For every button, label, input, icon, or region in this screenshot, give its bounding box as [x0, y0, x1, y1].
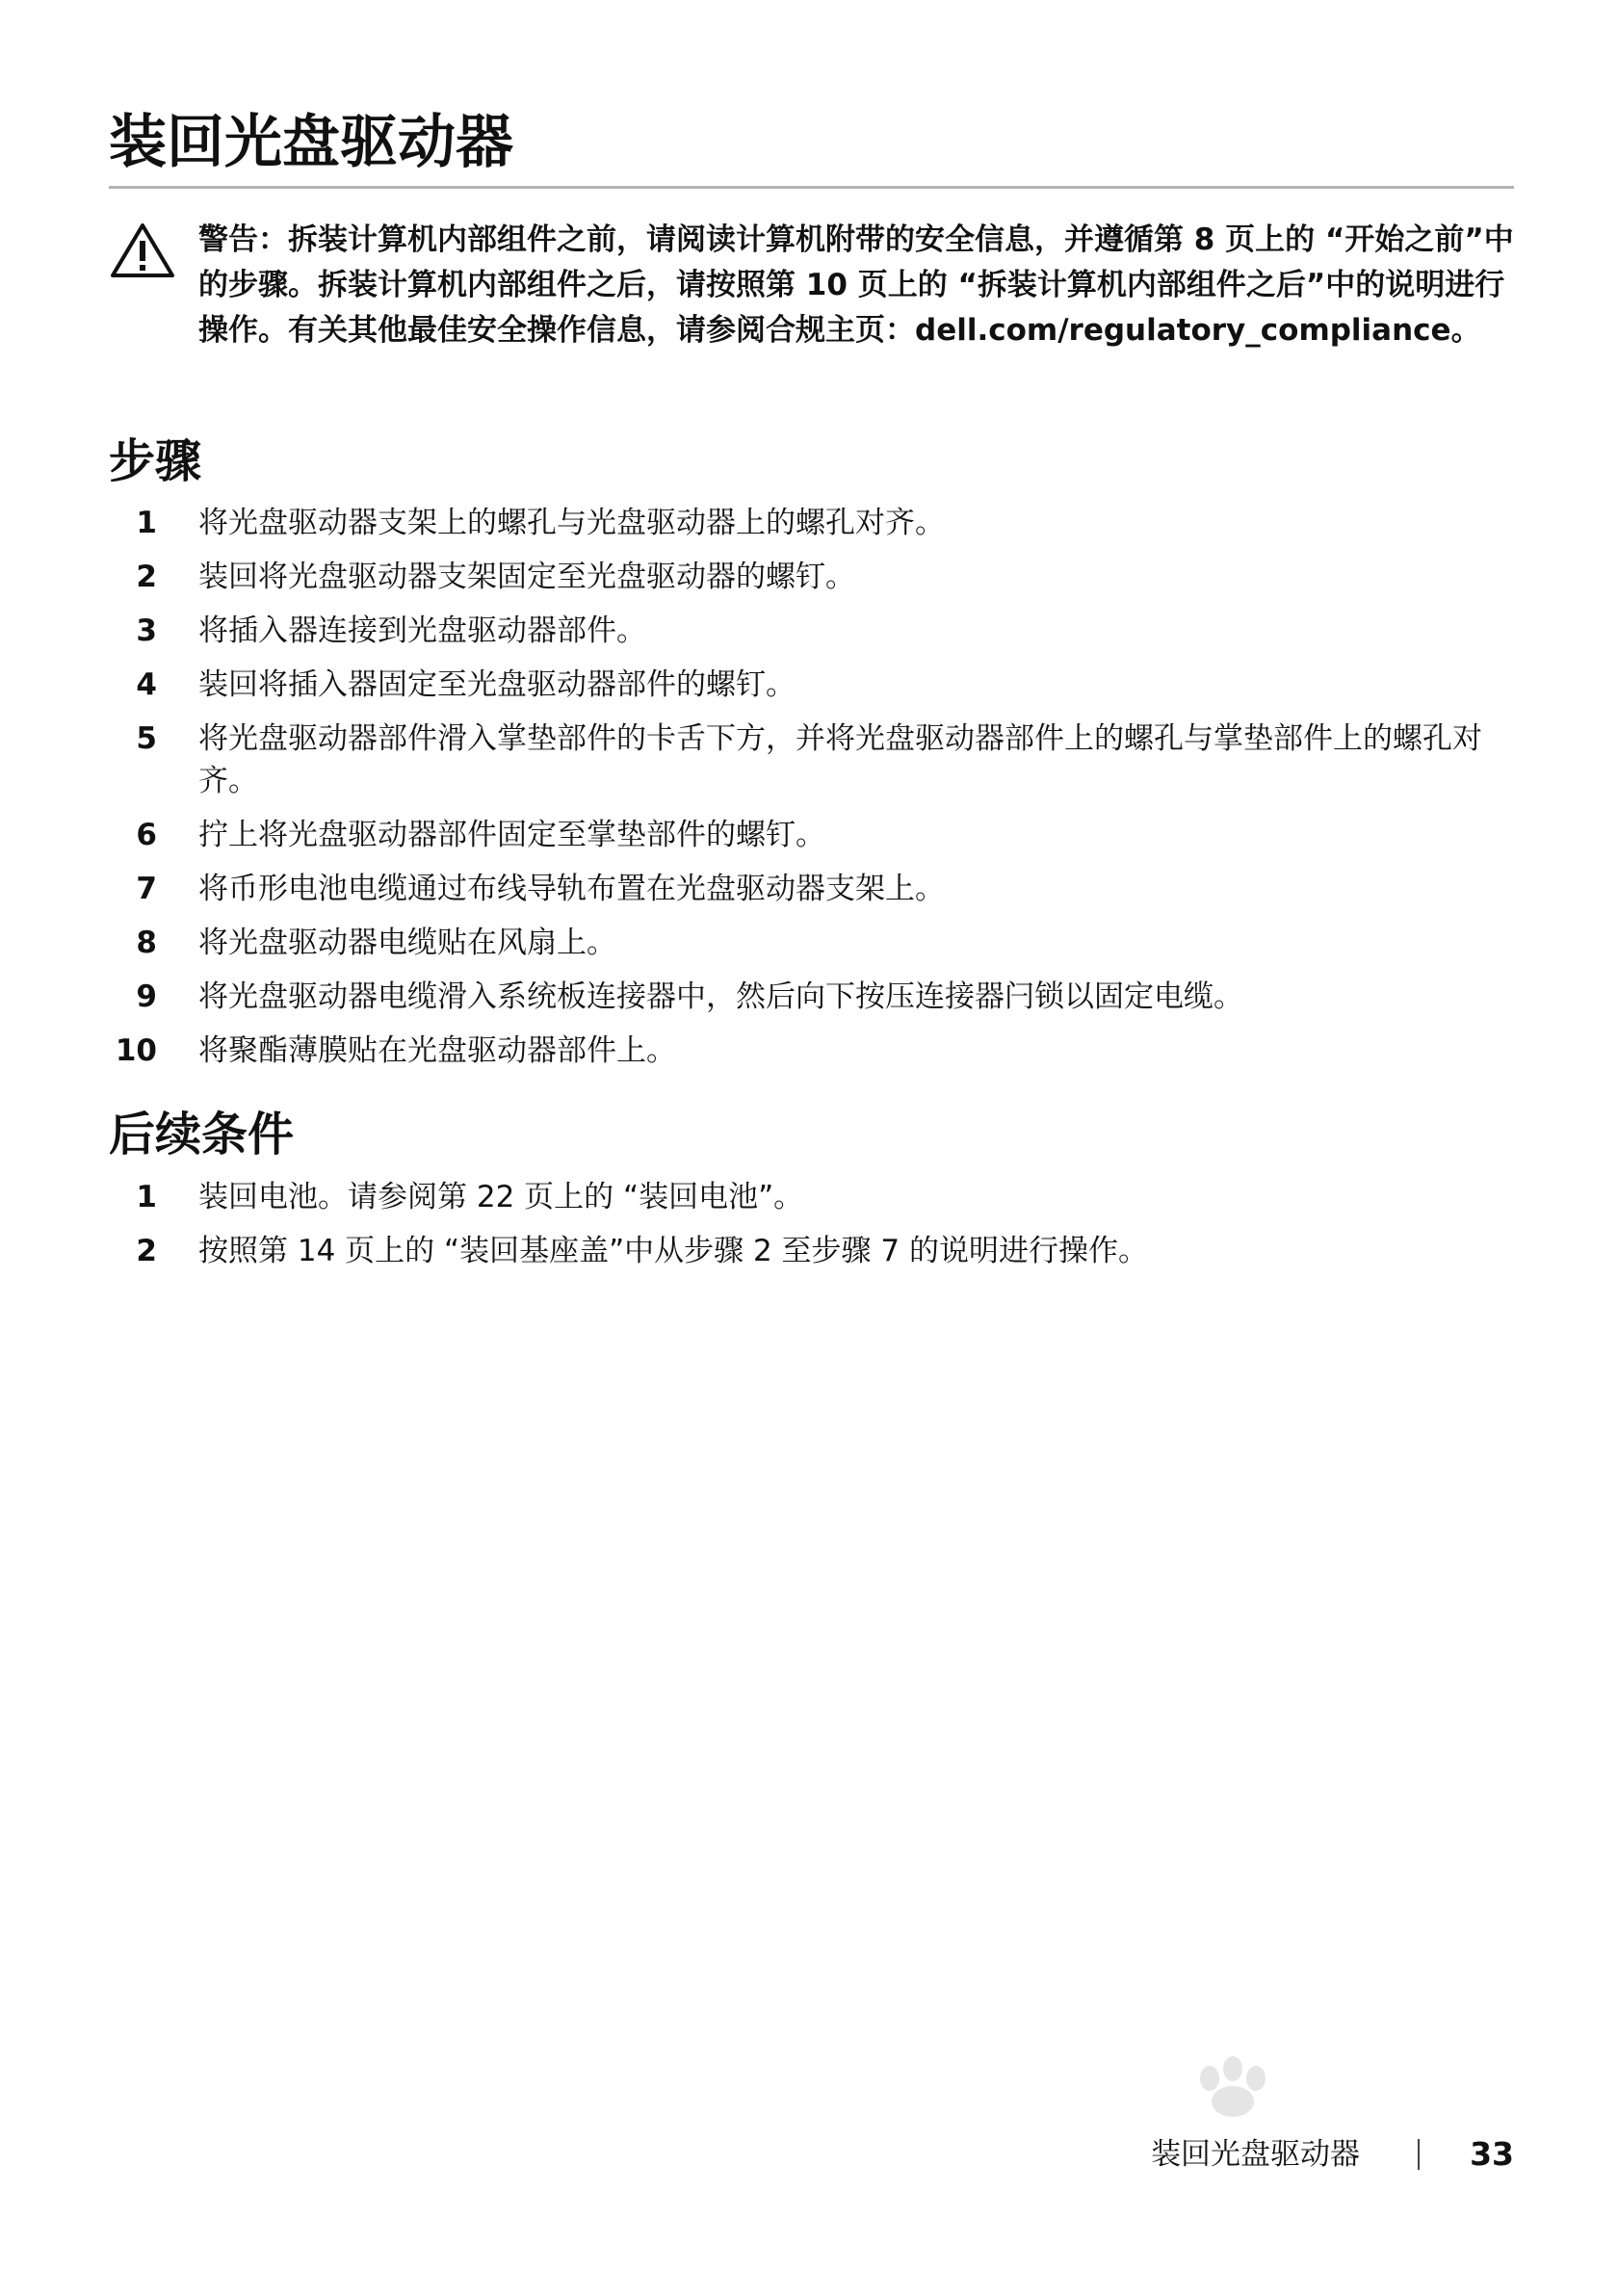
step-text: 将光盘驱动器部件滑入掌垫部件的卡舌下方，并将光盘驱动器部件上的螺孔与掌垫部件上的螺孔对齐。	[198, 721, 1482, 798]
step-text: 装回电池。请参阅第 22 页上的 “装回电池”。	[198, 1180, 804, 1214]
section-heading-postrequisites: 后续条件	[109, 1108, 295, 1161]
list-item	[109, 1176, 1514, 1218]
section-heading-procedure: 步骤	[109, 434, 202, 488]
step-text: 将光盘驱动器电缆贴在风扇上。	[198, 926, 616, 960]
procedure-steps	[109, 502, 1514, 1083]
step-text: 将插入器连接到光盘驱动器部件。	[198, 613, 646, 648]
step-number: 3	[136, 613, 157, 648]
step-number: 10	[115, 1033, 157, 1068]
step-text: 按照第 14 页上的 “装回基座盖”中从步骤 2 至步骤 7 的说明进行操作。	[198, 1234, 1148, 1268]
step-text: 拧上将光盘驱动器部件固定至掌垫部件的螺钉。	[198, 818, 825, 852]
warning-text: 警告：拆装计算机内部组件之前，请阅读计算机附带的安全信息，并遵循第 8 页上的 “开始之前”中的步骤。拆装计算机内部组件之后，请按照第 10 页上的 “拆装计算机内部组件之后”中的说明进行操作。有关其他最佳安全操作信息，请参阅合规主页：dell.com/regulatory_compliance。	[198, 222, 1514, 348]
list-item	[109, 976, 1514, 1018]
page-title: 装回光盘驱动器	[109, 109, 513, 176]
footer-divider	[1418, 2139, 1420, 2170]
title-divider	[109, 186, 1514, 189]
step-number: 1	[136, 1180, 157, 1214]
step-text: 将光盘驱动器电缆滑入系统板连接器中，然后向下按压连接器闩锁以固定电缆。	[198, 979, 1243, 1014]
step-number: 5	[136, 721, 157, 756]
step-number: 9	[136, 979, 157, 1014]
step-text: 将光盘驱动器支架上的螺孔与光盘驱动器上的螺孔对齐。	[198, 506, 945, 540]
list-item	[109, 922, 1514, 964]
postrequisite-steps	[109, 1176, 1514, 1284]
page-footer	[1151, 2133, 1514, 2176]
step-number: 2	[136, 1234, 157, 1268]
step-number: 6	[136, 818, 157, 852]
list-item	[109, 502, 1514, 544]
footer-section-title: 装回光盘驱动器	[1151, 2137, 1361, 2172]
step-number: 4	[136, 667, 157, 702]
step-number: 8	[136, 926, 157, 960]
step-text: 将聚酯薄膜贴在光盘驱动器部件上。	[198, 1033, 676, 1068]
warning-triangle-icon	[109, 222, 176, 279]
step-number: 1	[136, 506, 157, 540]
step-number: 7	[136, 872, 157, 906]
list-item	[109, 1230, 1514, 1272]
step-text: 将币形电池电缆通过布线导轨布置在光盘驱动器支架上。	[198, 872, 945, 906]
list-item	[109, 1030, 1514, 1072]
step-number: 2	[136, 560, 157, 594]
list-item	[109, 868, 1514, 910]
list-item	[109, 718, 1514, 802]
step-text: 装回将插入器固定至光盘驱动器部件的螺钉。	[198, 667, 796, 702]
list-item	[109, 610, 1514, 652]
page-number: 33	[1470, 2135, 1514, 2173]
list-item	[109, 814, 1514, 856]
list-item	[109, 664, 1514, 706]
step-text: 装回将光盘驱动器支架固定至光盘驱动器的螺钉。	[198, 560, 855, 594]
list-item	[109, 556, 1514, 598]
